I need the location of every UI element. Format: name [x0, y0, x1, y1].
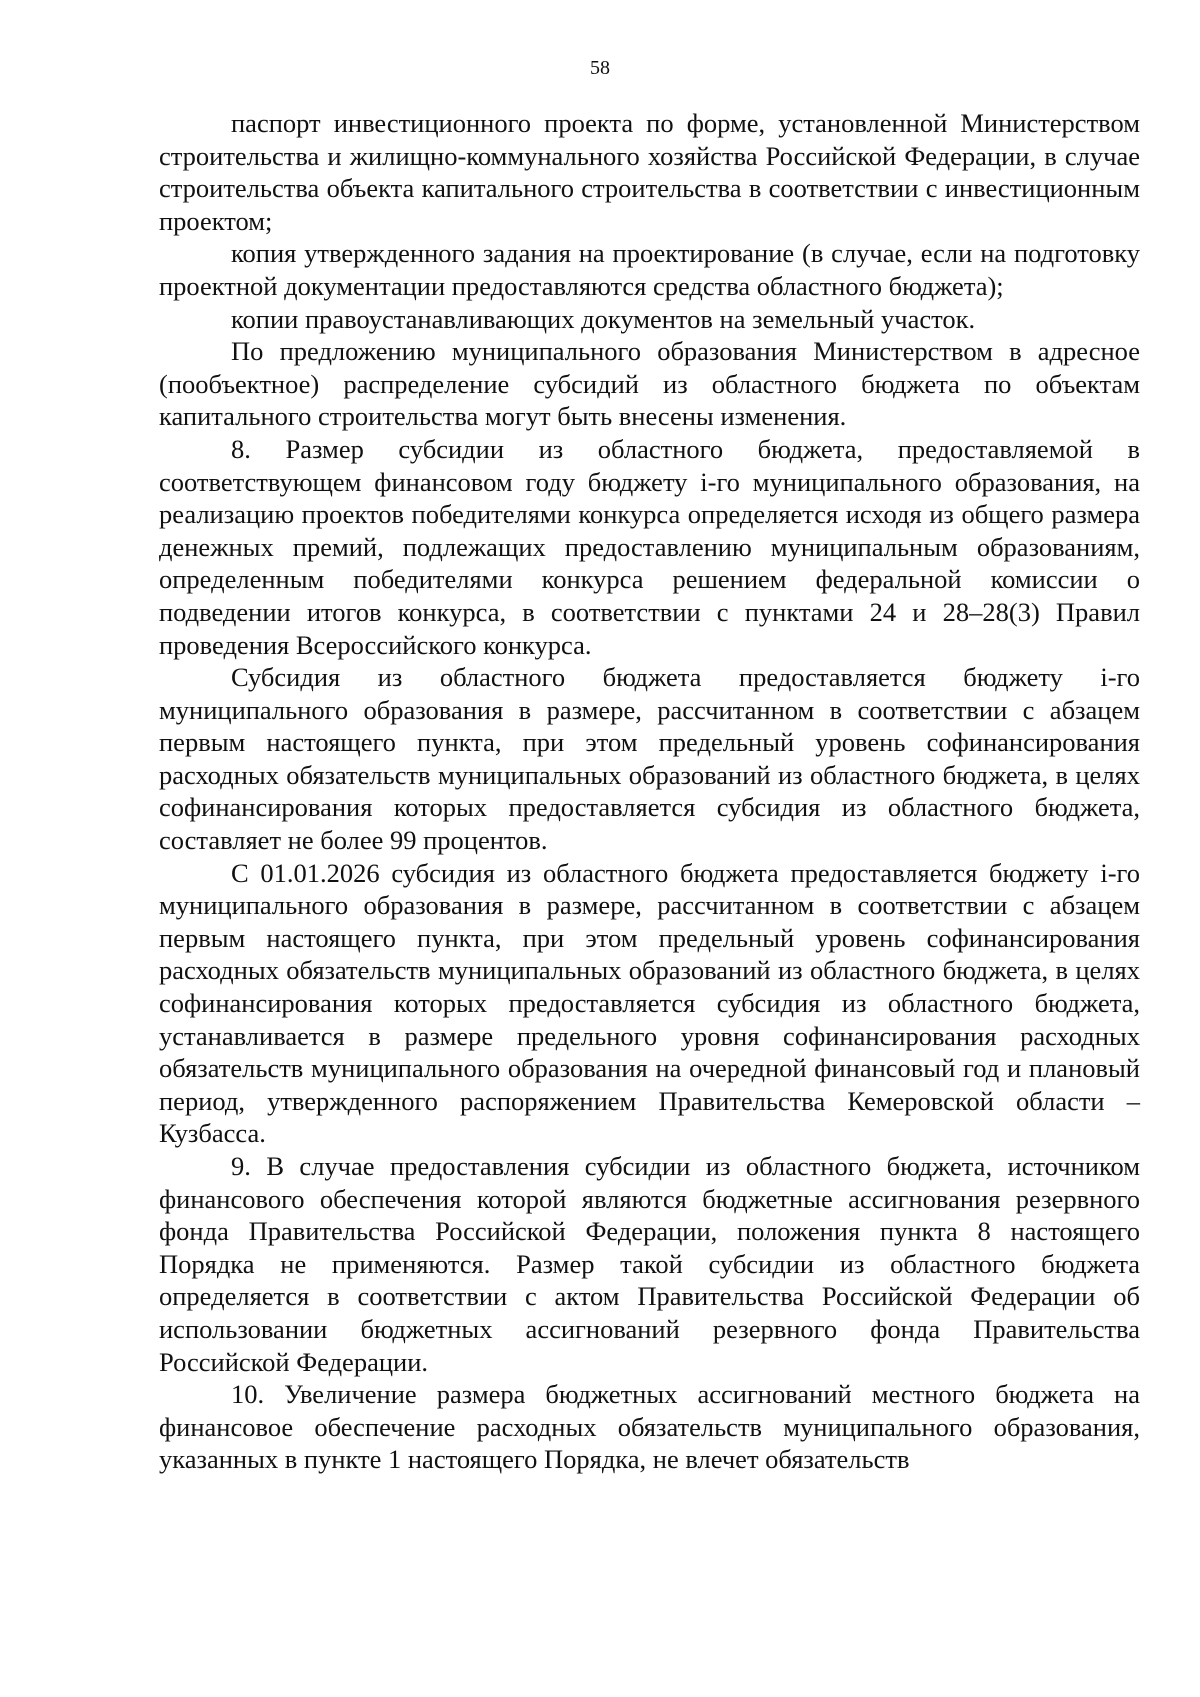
paragraph-clause-8: 8. Размер субсидии из областного бюджета, предоставляемой в соответствующем финансовом году бюджету i-го муниципального образования, на реализацию проектов победителями конкурса определяется исходя из общего размера денежных премий, подлежащих предоставлению муниципальным образованиям, определенным победителями конкурса решением федеральной комиссии о подведении итогов конкурса, в соответствии с пунктами 24 и 28–28(3) Правил проведения Всероссийского конкурса. [159, 433, 1140, 660]
paragraph-clause-9: 9. В случае предоставления субсидии из областного бюджета, источником финансового обеспечения которой являются бюджетные ассигнования резервного фонда Правительства Российской Федерации, положения пункта 8 настоящего Порядка не применяются. Размер такой субсидии из областного бюджета определяется в соответствии с актом Правительства Российской Федерации об использовании бюджетных ассигнований резервного фонда Правительства Российской Федерации. [159, 1151, 1140, 1377]
paragraph-land-documents: копии правоустанавливающих документов на земельный участок. [231, 303, 976, 334]
paragraph-subsidy-99-percent: Субсидия из областного бюджета предоставляется бюджету i-го муниципального образования в размере, рассчитанном в соответствии с абзацем первым настоящего пункта, при этом предельный уровень софинансирования расходных обязательств муниципальных образований из областного бюджета, в целях софинансирования которых предоставляется субсидия из областного бюджета, составляет не более 99 процентов. [159, 662, 1140, 856]
paragraph-design-task-copy: копия утвержденного задания на проектирование (в случае, если на подготовку проектной документации предоставляются средства областного бюджета); [159, 238, 1140, 301]
document-body [159, 107, 1140, 1476]
paragraph-distribution-changes: По предложению муниципального образования Министерством в адресное (пообъектное) распределение субсидий из областного бюджета по объектам капитального строительства могут быть внесены изменения. [159, 336, 1140, 432]
paragraph-passport: паспорт инвестиционного проекта по форме, установленной Министерством строительства и жилищно-коммунального хозяйства Российской Федерации, в случае строительства объекта капитального строительства в соответствии с инвестиционным проектом; [159, 108, 1140, 236]
page-number: 58 [590, 57, 610, 79]
paragraph-subsidy-2026: С 01.01.2026 субсидия из областного бюджета предоставляется бюджету i-го муниципального образования в размере, рассчитанном в соответствии с абзацем первым настоящего пункта, при этом предельный уровень софинансирования расходных обязательств муниципальных образований из областного бюджета, в целях софинансирования которых предоставляется субсидия из областного бюджета, устанавливается в размере предельного уровня софинансирования расходных обязательств муниципального образования на очередной финансовый год и плановый период, утвержденного распоряжением Правительства Кемеровской области – Кузбасса. [159, 857, 1140, 1149]
paragraph-clause-10: 10. Увеличение размера бюджетных ассигнований местного бюджета на финансовое обеспечение расходных обязательств муниципального образования, указанных в пункте 1 настоящего Порядка, не влечет обязательств [159, 1379, 1140, 1475]
